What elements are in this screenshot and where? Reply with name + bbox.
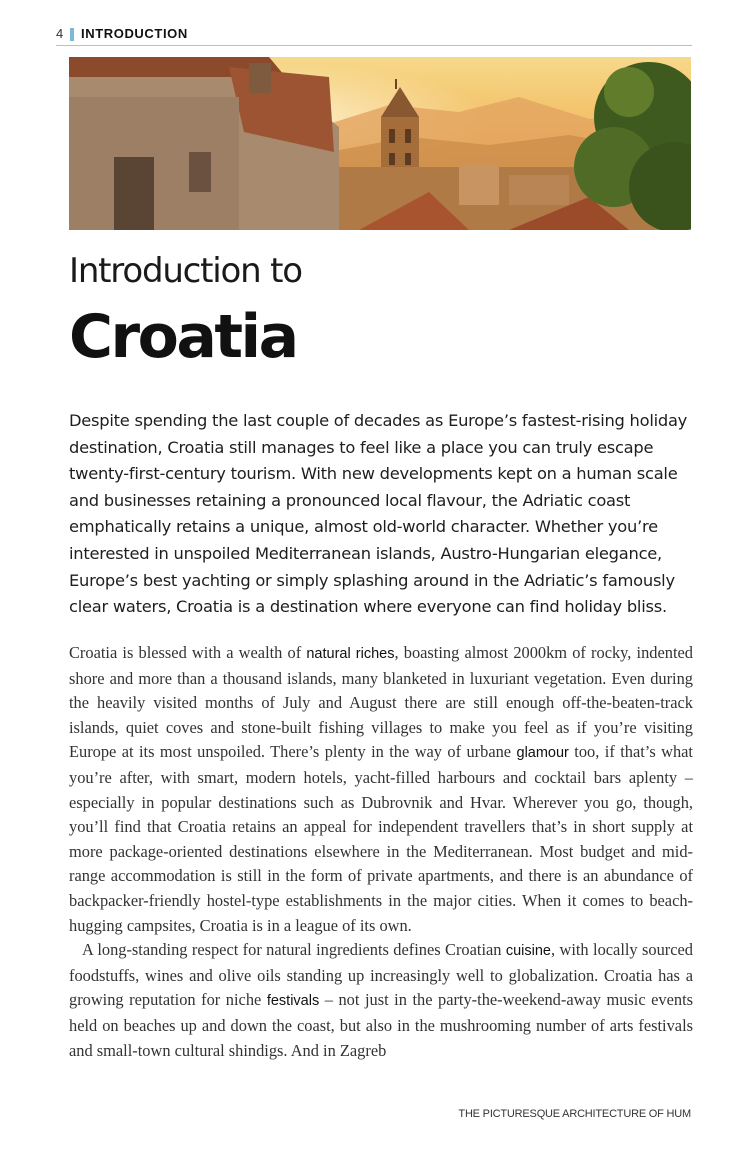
body-text bbox=[69, 641, 693, 1063]
section-title: INTRODUCTION bbox=[81, 26, 188, 41]
keyword-cuisine: cuisine bbox=[505, 943, 551, 960]
page-number: 4 bbox=[56, 26, 64, 41]
body-text-run: , boasting almost 2000km of rocky, indented shore and more than a thousand islands, many blanketed in luxuriant vegetation. Even during the heavily visited months of July and August there are still enough off-the-beaten-track islands, quiet coves and stone-built fishing villages to make you feel as if you’re visiting Europe at its most unspoiled. There’s plenty in the way of urbane bbox=[69, 643, 694, 762]
hero-illustration bbox=[69, 57, 691, 230]
title-line-2: Croatia bbox=[69, 302, 297, 372]
body-paragraph-2 bbox=[69, 938, 693, 1063]
photo-caption: THE PICTURESQUE ARCHITECTURE OF HUM bbox=[458, 1108, 691, 1120]
title-line-1: Introduction to bbox=[69, 251, 302, 291]
keyword-festivals: festivals bbox=[266, 993, 320, 1010]
keyword-natural-riches: natural riches bbox=[306, 646, 395, 662]
lead-paragraph: Despite spending the last couple of decades as Europe’s fastest-rising holiday destination, Croatia still manages to feel like a place you can truly escape twenty-first-century tourism. With new developments kept on a human scale and businesses retaining a pronounced local flavour, the Adriatic coast emphatically retains a unique, almost old-world character. Whether you’re interested in unspoiled Mediterranean islands, Austro-Hungarian elegance, Europe’s best yachting or simply splashing around in the Adriatic’s famously clear waters, Croatia is a destination where everyone can find holiday bliss. bbox=[69, 411, 688, 617]
header-accent-bar bbox=[70, 28, 74, 41]
hero-image bbox=[69, 57, 691, 230]
page-header bbox=[56, 25, 692, 46]
body-paragraph-1 bbox=[69, 641, 693, 938]
keyword-glamour: glamour bbox=[516, 745, 569, 762]
body-text-run: – not just in the party-the-weekend-away music events held on beaches up and down the coast, but also in the mushrooming number of arts festivals and small-town cultural shindigs. And in Zagreb bbox=[69, 990, 694, 1060]
body-text-run: Croatia is blessed with a wealth of bbox=[69, 643, 307, 662]
body-text-run: , with locally sourced foodstuffs, wines and olive oils standing up increasingly well to globalization. Croatia has a growing reputation for niche bbox=[69, 940, 693, 1010]
body-text-run: too, if that’s what you’re after, with smart, modern hotels, yacht-filled harbours and cocktail bars aplenty – especially in popular destinations such as Dubrovnik and Hvar. Wherever you go, though, you’ll find that Croatia retains an appeal for independent travellers that’s in short supply at more package-oriented destinations elsewhere in the Mediterranean. Most budget and mid-range accommodation is still in the form of private apartments, and there is an abundance of backpacker-friendly hostel-type establishments in the major cities. When it comes to beach-hugging campsites, Croatia is in a league of its own. bbox=[69, 742, 693, 935]
body-text-run: A long-standing respect for natural ingredients defines Croatian bbox=[82, 940, 506, 960]
